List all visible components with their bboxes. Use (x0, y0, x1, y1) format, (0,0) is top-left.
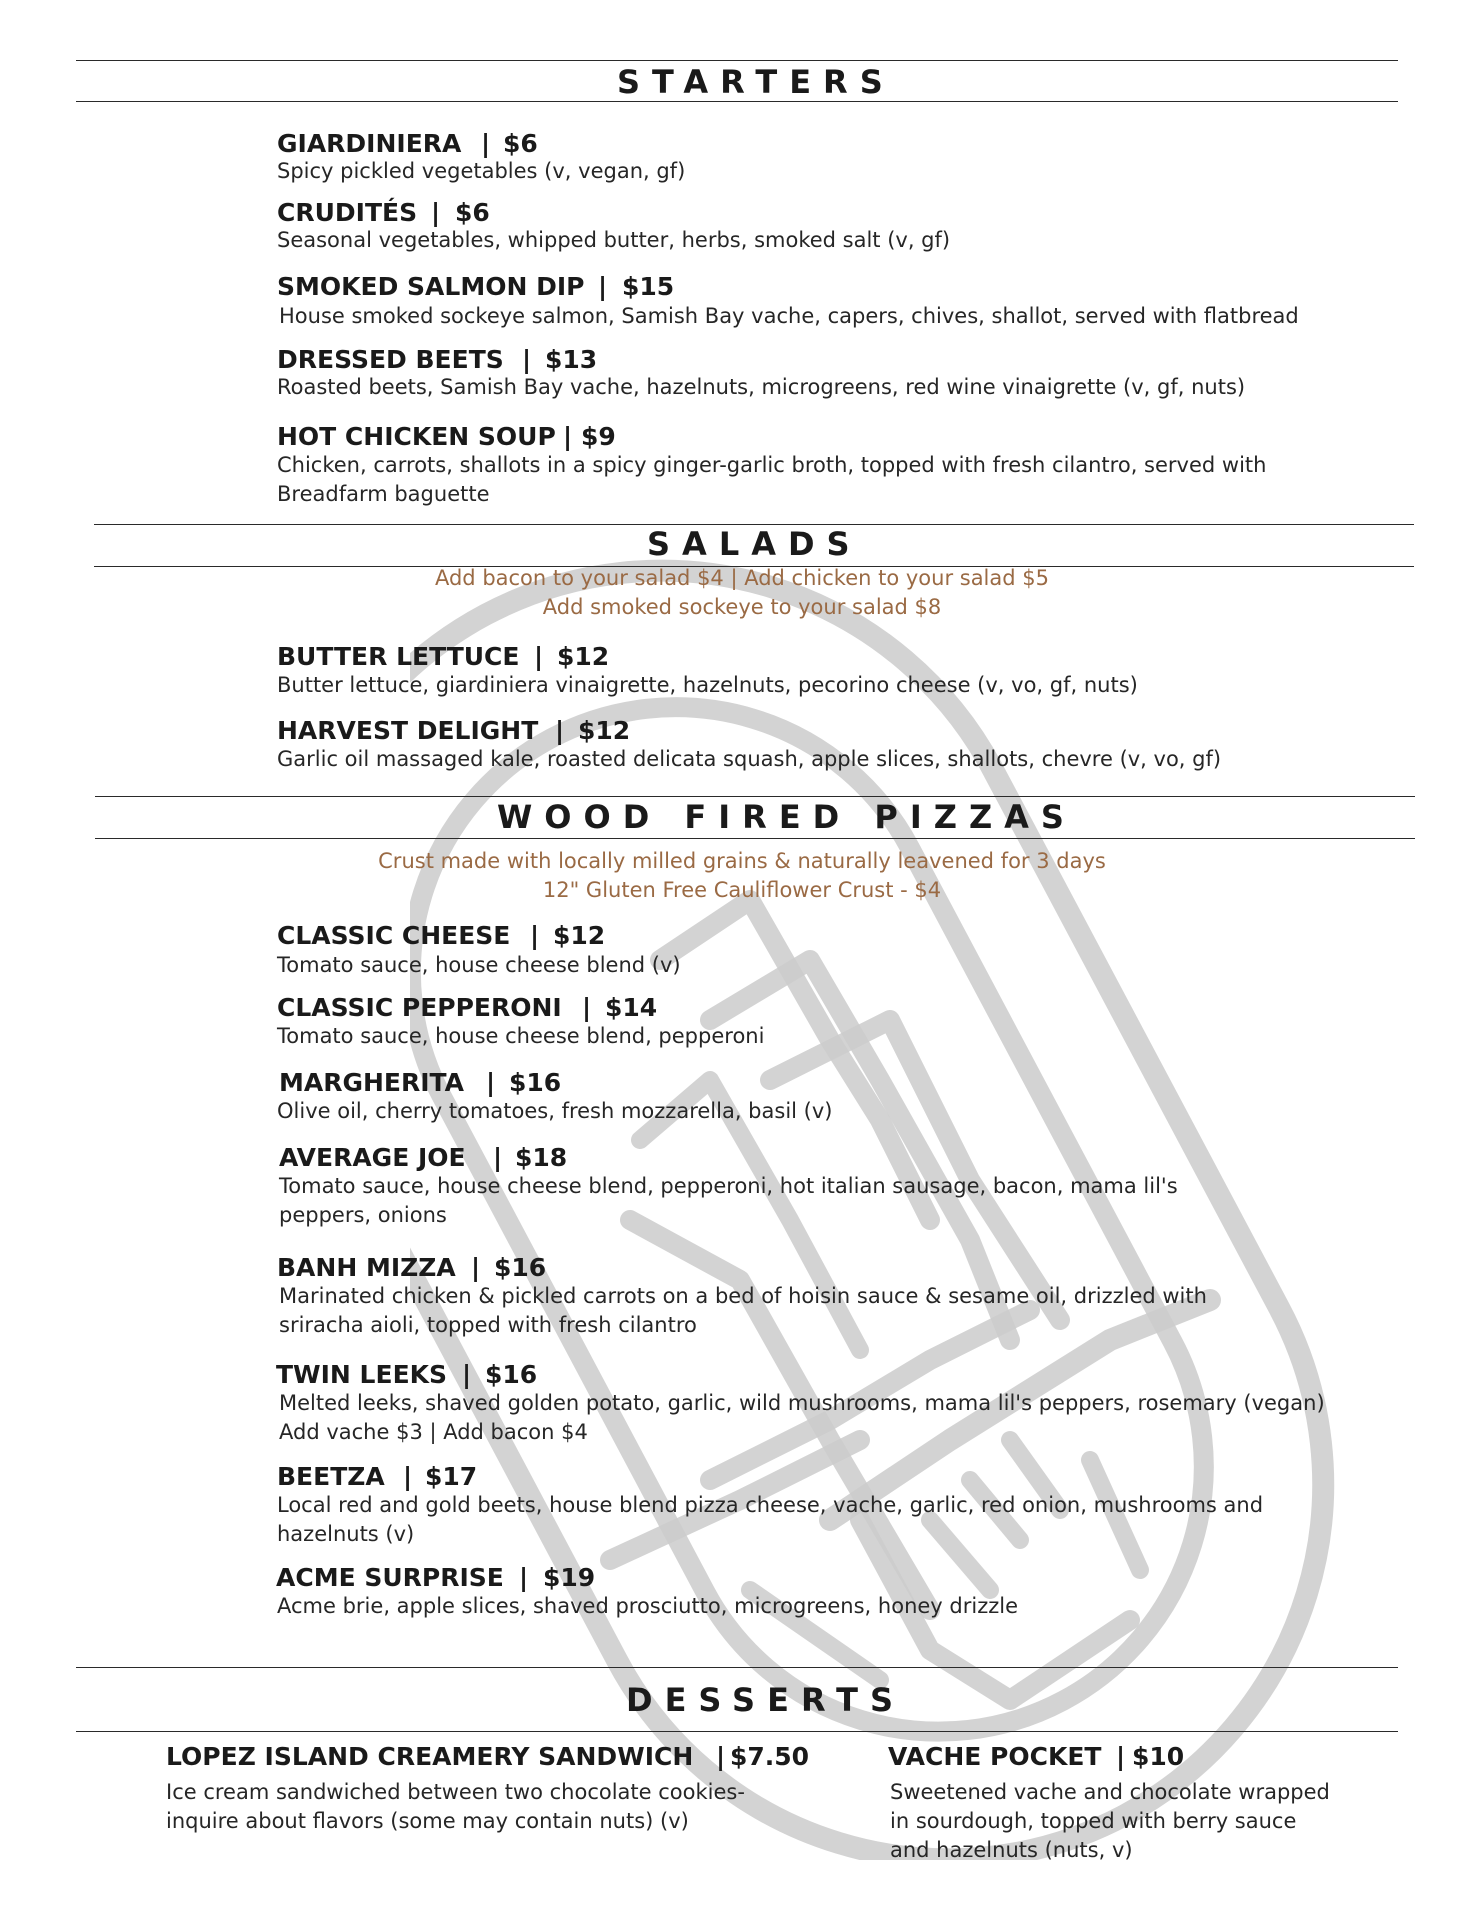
item-description: Ice cream sandwiched between two chocolate cookies- (166, 1780, 745, 1804)
separator: | (555, 716, 565, 745)
item-price: $9 (581, 422, 616, 451)
item-description: inquire about flavors (some may contain nuts) (v) (166, 1809, 689, 1833)
section-title-pizzas: WOOD FIRED PIZZAS (497, 798, 1076, 836)
salad-addon-note: Add bacon to your salad $4 | Add chicken to your salad $5 (434, 566, 1049, 590)
item-name: VACHE POCKET (888, 1742, 1102, 1771)
separator: | (403, 1462, 413, 1491)
item-description: Chicken, carrots, shallots in a spicy ginger-garlic broth, topped with fresh cilantro, served with (277, 453, 1267, 477)
item-description: Breadfarm baguette (277, 482, 490, 506)
item-description: Tomato sauce, house cheese blend, pepperoni (277, 1024, 765, 1048)
item-description: Sweetened vache and chocolate wrapped (890, 1780, 1330, 1804)
item-description: and hazelnuts (nuts, v) (890, 1838, 1133, 1862)
section-title-salads: SALADS (647, 525, 862, 563)
separator: | (1116, 1742, 1126, 1771)
separator: | (431, 198, 441, 227)
separator: | (462, 1360, 472, 1389)
separator: | (522, 345, 532, 374)
item-description: Butter lettuce, giardiniera vinaigrette, hazelnuts, pecorino cheese (v, vo, gf, nuts) (277, 673, 1138, 697)
section-title-desserts: DESSERTS (626, 1681, 906, 1719)
item-price: $16 (485, 1360, 538, 1389)
item-price: $6 (455, 198, 490, 227)
separator: | (471, 1253, 481, 1282)
item-description: Roasted beets, Samish Bay vache, hazelnuts, microgreens, red wine vinaigrette (v, gf, nuts) (277, 375, 1246, 399)
section-title-starters: STARTERS (617, 63, 895, 101)
item-price: $10 (1132, 1742, 1185, 1771)
separator: | (530, 921, 540, 950)
separator: | (481, 129, 491, 158)
item-description: hazelnuts (v) (277, 1522, 415, 1546)
item-price: $19 (543, 1563, 596, 1592)
separator: | (598, 272, 608, 301)
item-price: $12 (557, 642, 610, 671)
item-name: SMOKED SALMON DIP (277, 272, 585, 301)
separator: | (582, 993, 592, 1022)
item-name: DRESSED BEETS (277, 345, 504, 374)
item-price: $7.50 (730, 1742, 810, 1771)
item-description: Add vache $3 | Add bacon $4 (279, 1420, 588, 1444)
item-description: Spicy pickled vegetables (v, vegan, gf) (277, 159, 686, 183)
item-price: $14 (605, 993, 658, 1022)
item-price: $17 (425, 1462, 478, 1491)
item-description: Tomato sauce, house cheese blend (v) (277, 953, 681, 977)
item-name: TWIN LEEKS (276, 1360, 448, 1389)
section-rule (76, 1731, 1398, 1732)
section-rule (76, 60, 1398, 61)
item-name: BUTTER LETTUCE (277, 642, 520, 671)
section-rule (95, 796, 1415, 797)
salad-addon-note: Add smoked sockeye to your salad $8 (542, 595, 942, 619)
item-name: GIARDINIERA (277, 129, 462, 158)
item-description: peppers, onions (279, 1203, 447, 1227)
item-price: $13 (545, 345, 598, 374)
item-name: ACME SURPRISE (276, 1563, 504, 1592)
item-name: HOT CHICKEN SOUP (277, 422, 556, 451)
item-description: Seasonal vegetables, whipped butter, herbs, smoked salt (v, gf) (277, 228, 951, 252)
item-price: $18 (515, 1143, 568, 1172)
section-rule (95, 838, 1415, 839)
item-name: CRUDITÉS (277, 198, 418, 227)
item-description: Olive oil, cherry tomatoes, fresh mozzarella, basil (v) (277, 1099, 833, 1123)
separator: | (716, 1742, 726, 1771)
item-name: BANH MIZZA (277, 1253, 456, 1282)
item-price: $16 (494, 1253, 547, 1282)
separator: | (486, 1068, 496, 1097)
item-name: AVERAGE JOE (279, 1143, 466, 1172)
item-description: House smoked sockeye salmon, Samish Bay vache, capers, chives, shallot, served with flatbread (279, 304, 1299, 328)
item-description: Garlic oil massaged kale, roasted delicata squash, apple slices, shallots, chevre (v, vo, gf) (277, 747, 1222, 771)
item-price: $16 (509, 1068, 562, 1097)
item-price: $12 (553, 921, 606, 950)
item-name: CLASSIC PEPPERONI (277, 993, 562, 1022)
item-name: BEETZA (277, 1462, 385, 1491)
item-description: Acme brie, apple slices, shaved prosciutto, microgreens, honey drizzle (277, 1594, 1018, 1618)
crust-note: 12" Gluten Free Cauliflower Crust - $4 (542, 878, 942, 902)
item-description: Melted leeks, shaved golden potato, garlic, wild mushrooms, mama lil's peppers, rosemary (vegan) (279, 1391, 1325, 1415)
section-rule (76, 1667, 1398, 1668)
item-description: in sourdough, topped with berry sauce (890, 1809, 1297, 1833)
separator: | (534, 642, 544, 671)
item-price: $6 (503, 129, 538, 158)
item-description: sriracha aioli, topped with fresh cilantro (279, 1313, 697, 1337)
item-price: $15 (622, 272, 675, 301)
section-rule (76, 101, 1398, 102)
item-description: Local red and gold beets, house blend pizza cheese, vache, garlic, red onion, mushrooms and (277, 1493, 1264, 1517)
separator: | (519, 1563, 529, 1592)
separator: | (563, 422, 573, 451)
item-price: $12 (578, 716, 631, 745)
item-name: MARGHERITA (279, 1068, 465, 1097)
item-name: LOPEZ ISLAND CREAMERY SANDWICH (166, 1742, 694, 1771)
item-name: HARVEST DELIGHT (277, 716, 539, 745)
separator: | (493, 1143, 503, 1172)
item-description: Tomato sauce, house cheese blend, pepperoni, hot italian sausage, bacon, mama lil's (279, 1174, 1178, 1198)
item-name: CLASSIC CHEESE (277, 921, 511, 950)
crust-note: Crust made with locally milled grains & naturally leavened for 3 days (378, 849, 1106, 873)
item-description: Marinated chicken & pickled carrots on a bed of hoisin sauce & sesame oil, drizzled with (279, 1284, 1207, 1308)
